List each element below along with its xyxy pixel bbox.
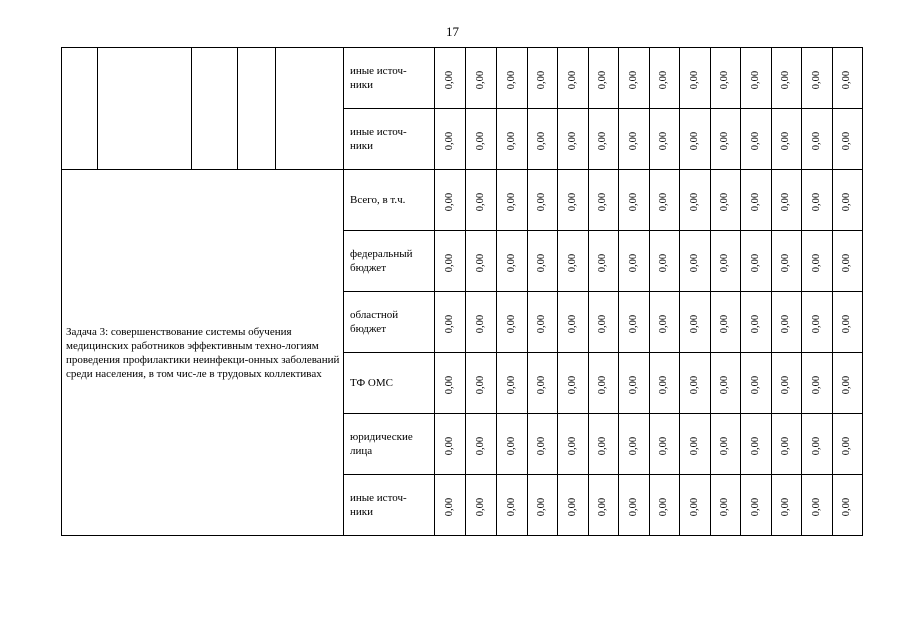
value-text: 0,00 — [811, 436, 822, 456]
value-text: 0,00 — [444, 192, 455, 212]
funding-source-label: юридические — [350, 431, 413, 443]
table-row — [62, 170, 863, 231]
value-text: 0,00 — [536, 70, 548, 90]
value-cell — [528, 414, 558, 475]
value-text: 0,00 — [719, 253, 731, 273]
value-text: 0,00 — [780, 497, 792, 517]
budget-table — [61, 47, 863, 536]
value-cell — [741, 353, 772, 414]
value-text: 0,00 — [658, 131, 670, 151]
value-cell — [497, 170, 528, 231]
value-text: 0,00 — [536, 497, 548, 517]
value-cell — [711, 414, 741, 475]
value-text: 0,00 — [628, 314, 639, 334]
funding-source-cell — [344, 170, 435, 231]
empty-cell — [192, 48, 238, 170]
value-cell — [802, 231, 833, 292]
value-cell — [558, 414, 589, 475]
value-text: 0,00 — [658, 253, 670, 273]
value-cell — [741, 475, 772, 536]
value-cell — [589, 170, 619, 231]
value-text: 0,00 — [567, 253, 578, 273]
value-cell — [619, 109, 650, 170]
value-cell — [528, 48, 558, 109]
value-text: 0,00 — [597, 436, 609, 456]
value-cell — [680, 109, 711, 170]
value-cell — [528, 292, 558, 353]
value-cell — [741, 48, 772, 109]
value-cell — [589, 414, 619, 475]
value-text: 0,00 — [780, 375, 792, 395]
value-text: 0,00 — [597, 131, 609, 151]
value-text: 0,00 — [689, 192, 700, 212]
value-cell — [466, 353, 497, 414]
value-text: 0,00 — [780, 70, 792, 90]
value-text: 0,00 — [475, 70, 486, 90]
value-cell — [741, 109, 772, 170]
value-text: 0,00 — [689, 131, 700, 151]
value-cell — [650, 170, 680, 231]
value-cell — [772, 292, 802, 353]
value-cell — [528, 231, 558, 292]
value-text: 0,00 — [597, 70, 609, 90]
value-cell — [497, 353, 528, 414]
value-cell — [833, 292, 863, 353]
value-text: 0,00 — [841, 192, 853, 212]
value-text: 0,00 — [719, 436, 731, 456]
value-cell — [650, 109, 680, 170]
value-cell — [435, 292, 466, 353]
value-cell — [833, 231, 863, 292]
value-text: 0,00 — [475, 375, 486, 395]
value-text: 0,00 — [567, 314, 578, 334]
value-cell — [619, 353, 650, 414]
value-cell — [558, 292, 589, 353]
value-text: 0,00 — [628, 70, 639, 90]
value-text: 0,00 — [475, 497, 486, 517]
value-text: 0,00 — [567, 192, 578, 212]
value-text: 0,00 — [780, 192, 792, 212]
value-text: 0,00 — [750, 375, 761, 395]
value-cell — [435, 48, 466, 109]
value-cell — [741, 292, 772, 353]
value-text: 0,00 — [597, 497, 609, 517]
value-text: 0,00 — [475, 253, 486, 273]
value-cell — [711, 231, 741, 292]
task-description: Задача 3: совершенствование системы обучения медицинских работников эффективным техно-логиям проведения профилактики неинфекци-онных заболеваний среди населения, в том чис-ле в трудовых коллективах — [62, 170, 344, 536]
value-cell — [711, 48, 741, 109]
value-cell — [650, 48, 680, 109]
value-text: 0,00 — [841, 497, 853, 517]
value-text: 0,00 — [750, 192, 761, 212]
value-text: 0,00 — [811, 375, 822, 395]
empty-cell — [276, 48, 344, 170]
value-cell — [680, 48, 711, 109]
value-text: 0,00 — [658, 314, 670, 334]
value-cell — [466, 414, 497, 475]
value-text: 0,00 — [811, 131, 822, 151]
value-cell — [466, 170, 497, 231]
funding-source-label: иные источ- — [350, 492, 407, 504]
value-cell — [528, 353, 558, 414]
value-text: 0,00 — [628, 253, 639, 273]
value-text: 0,00 — [841, 131, 853, 151]
value-cell — [435, 475, 466, 536]
funding-source-cell — [344, 292, 435, 353]
empty-cell — [62, 48, 98, 170]
value-cell — [589, 475, 619, 536]
value-cell — [497, 292, 528, 353]
value-text: 0,00 — [597, 192, 609, 212]
value-text: 0,00 — [719, 192, 731, 212]
value-cell — [589, 48, 619, 109]
funding-source-label: ники — [350, 140, 374, 152]
funding-source-cell — [344, 48, 435, 109]
value-cell — [558, 231, 589, 292]
funding-source-label: бюджет — [350, 323, 386, 335]
value-cell — [619, 414, 650, 475]
value-text: 0,00 — [536, 192, 548, 212]
value-text: 0,00 — [506, 192, 517, 212]
value-cell — [466, 292, 497, 353]
value-text: 0,00 — [658, 192, 670, 212]
value-text: 0,00 — [536, 131, 548, 151]
value-cell — [680, 414, 711, 475]
value-text: 0,00 — [536, 436, 548, 456]
value-cell — [711, 292, 741, 353]
value-text: 0,00 — [506, 70, 517, 90]
value-text: 0,00 — [444, 375, 455, 395]
value-cell — [741, 414, 772, 475]
value-cell — [772, 109, 802, 170]
value-cell — [619, 475, 650, 536]
value-text: 0,00 — [506, 314, 517, 334]
value-text: 0,00 — [658, 497, 670, 517]
value-cell — [528, 475, 558, 536]
value-text: 0,00 — [567, 70, 578, 90]
table-row — [62, 48, 863, 109]
value-text: 0,00 — [811, 253, 822, 273]
funding-source-label: Всего, в т.ч. — [350, 194, 406, 206]
value-text: 0,00 — [689, 70, 700, 90]
value-text: 0,00 — [444, 497, 455, 517]
page-number: 17 — [446, 24, 459, 39]
funding-source-label: ники — [350, 79, 374, 91]
value-text: 0,00 — [841, 314, 853, 334]
value-text: 0,00 — [444, 131, 455, 151]
value-text: 0,00 — [719, 314, 731, 334]
value-text: 0,00 — [628, 131, 639, 151]
funding-source-cell — [344, 353, 435, 414]
value-cell — [497, 414, 528, 475]
funding-source-label: федеральный — [350, 248, 413, 260]
value-text: 0,00 — [444, 436, 455, 456]
value-text: 0,00 — [719, 70, 731, 90]
value-cell — [619, 170, 650, 231]
value-cell — [680, 292, 711, 353]
value-text: 0,00 — [567, 436, 578, 456]
value-cell — [680, 353, 711, 414]
value-text: 0,00 — [750, 253, 761, 273]
value-cell — [466, 475, 497, 536]
value-cell — [833, 170, 863, 231]
value-cell — [711, 475, 741, 536]
value-cell — [802, 414, 833, 475]
value-text: 0,00 — [780, 253, 792, 273]
value-cell — [435, 109, 466, 170]
value-text: 0,00 — [536, 314, 548, 334]
value-cell — [711, 109, 741, 170]
value-text: 0,00 — [719, 131, 731, 151]
value-text: 0,00 — [506, 253, 517, 273]
value-text: 0,00 — [750, 70, 761, 90]
value-cell — [680, 170, 711, 231]
value-cell — [802, 48, 833, 109]
value-text: 0,00 — [689, 497, 700, 517]
value-cell — [528, 109, 558, 170]
value-text: 0,00 — [658, 436, 670, 456]
value-text: 0,00 — [567, 131, 578, 151]
value-cell — [497, 48, 528, 109]
value-cell — [619, 231, 650, 292]
value-cell — [558, 353, 589, 414]
value-cell — [833, 48, 863, 109]
value-cell — [833, 109, 863, 170]
value-text: 0,00 — [841, 253, 853, 273]
funding-source-label: иные источ- — [350, 65, 407, 77]
value-text: 0,00 — [628, 436, 639, 456]
value-cell — [466, 109, 497, 170]
value-cell — [802, 475, 833, 536]
value-cell — [772, 170, 802, 231]
value-text: 0,00 — [444, 314, 455, 334]
value-cell — [650, 414, 680, 475]
value-cell — [558, 170, 589, 231]
value-cell — [802, 109, 833, 170]
value-cell — [558, 48, 589, 109]
value-text: 0,00 — [750, 314, 761, 334]
value-text: 0,00 — [658, 375, 670, 395]
value-cell — [589, 292, 619, 353]
value-text: 0,00 — [628, 497, 639, 517]
value-text: 0,00 — [750, 131, 761, 151]
value-text: 0,00 — [750, 497, 761, 517]
value-cell — [466, 231, 497, 292]
value-text: 0,00 — [780, 314, 792, 334]
value-cell — [589, 353, 619, 414]
empty-cell — [98, 48, 192, 170]
value-cell — [650, 231, 680, 292]
value-cell — [650, 353, 680, 414]
funding-source-label: ники — [350, 506, 374, 518]
value-cell — [650, 292, 680, 353]
value-text: 0,00 — [567, 497, 578, 517]
value-cell — [466, 48, 497, 109]
value-text: 0,00 — [841, 70, 853, 90]
value-cell — [833, 475, 863, 536]
value-text: 0,00 — [719, 497, 731, 517]
value-cell — [772, 48, 802, 109]
value-cell — [741, 170, 772, 231]
value-text: 0,00 — [841, 436, 853, 456]
value-cell — [435, 353, 466, 414]
value-text: 0,00 — [597, 253, 609, 273]
value-cell — [833, 414, 863, 475]
funding-source-cell — [344, 109, 435, 170]
value-text: 0,00 — [780, 436, 792, 456]
value-cell — [589, 231, 619, 292]
value-cell — [772, 414, 802, 475]
value-cell — [833, 353, 863, 414]
value-text: 0,00 — [628, 375, 639, 395]
value-cell — [802, 170, 833, 231]
value-cell — [802, 292, 833, 353]
value-text: 0,00 — [597, 375, 609, 395]
funding-source-cell — [344, 231, 435, 292]
value-text: 0,00 — [506, 131, 517, 151]
value-cell — [589, 109, 619, 170]
value-cell — [558, 475, 589, 536]
value-text: 0,00 — [475, 131, 486, 151]
value-cell — [435, 170, 466, 231]
value-cell — [619, 48, 650, 109]
value-text: 0,00 — [628, 192, 639, 212]
value-text: 0,00 — [567, 375, 578, 395]
value-cell — [435, 231, 466, 292]
value-text: 0,00 — [475, 436, 486, 456]
value-text: 0,00 — [811, 70, 822, 90]
funding-source-label: ТФ ОМС — [350, 377, 393, 389]
value-text: 0,00 — [689, 375, 700, 395]
value-text: 0,00 — [811, 497, 822, 517]
value-text: 0,00 — [841, 375, 853, 395]
value-cell — [528, 170, 558, 231]
value-cell — [680, 475, 711, 536]
value-text: 0,00 — [811, 314, 822, 334]
funding-source-cell — [344, 414, 435, 475]
value-cell — [802, 353, 833, 414]
value-cell — [497, 231, 528, 292]
value-cell — [497, 475, 528, 536]
funding-source-cell — [344, 475, 435, 536]
value-cell — [558, 109, 589, 170]
value-text: 0,00 — [506, 497, 517, 517]
value-text: 0,00 — [475, 192, 486, 212]
value-text: 0,00 — [689, 253, 700, 273]
funding-source-label: областной — [350, 309, 399, 321]
value-cell — [772, 475, 802, 536]
value-cell — [680, 231, 711, 292]
empty-cell — [238, 48, 276, 170]
value-text: 0,00 — [444, 253, 455, 273]
value-text: 0,00 — [750, 436, 761, 456]
value-text: 0,00 — [506, 436, 517, 456]
value-cell — [497, 109, 528, 170]
value-text: 0,00 — [719, 375, 731, 395]
value-text: 0,00 — [780, 131, 792, 151]
value-cell — [650, 475, 680, 536]
value-cell — [741, 231, 772, 292]
value-text: 0,00 — [536, 375, 548, 395]
value-text: 0,00 — [811, 192, 822, 212]
value-text: 0,00 — [444, 70, 455, 90]
value-text: 0,00 — [475, 314, 486, 334]
value-text: 0,00 — [536, 253, 548, 273]
value-cell — [772, 353, 802, 414]
value-text: 0,00 — [506, 375, 517, 395]
value-cell — [711, 353, 741, 414]
value-cell — [435, 414, 466, 475]
value-text: 0,00 — [597, 314, 609, 334]
value-text: 0,00 — [689, 314, 700, 334]
funding-source-label: лица — [350, 445, 373, 457]
value-text: 0,00 — [689, 436, 700, 456]
funding-source-label: бюджет — [350, 262, 386, 274]
value-cell — [711, 170, 741, 231]
value-cell — [772, 231, 802, 292]
value-text: 0,00 — [658, 70, 670, 90]
funding-source-label: иные источ- — [350, 126, 407, 138]
value-cell — [619, 292, 650, 353]
